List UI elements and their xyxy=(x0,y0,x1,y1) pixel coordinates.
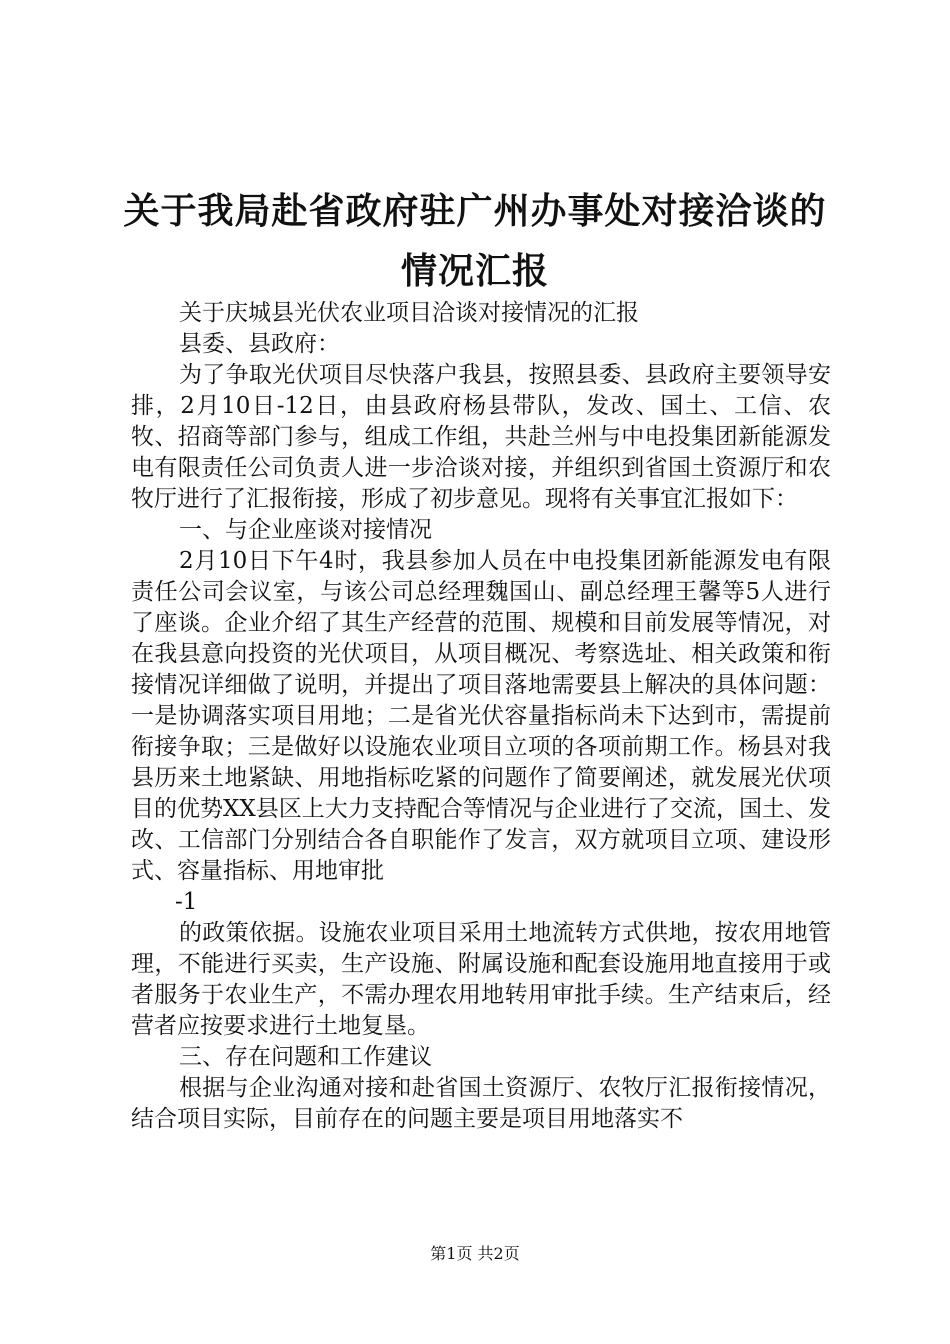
page-footer: 第1页 共2页 xyxy=(430,1244,520,1263)
paragraph-section-3: 根据与企业沟通对接和赴省国土资源厅、农牧厅汇报衔接情况，结合项目实际，目前存在的问题主要是项目用地落实不 xyxy=(131,1075,831,1132)
paragraph-subtitle: 关于庆城县光伏农业项目洽谈对接情况的汇报 xyxy=(179,300,639,326)
page-break-marker: -1 xyxy=(175,889,198,915)
document-title: 关于我局赴省政府驻广州办事处对接洽谈的情况汇报 xyxy=(123,191,827,292)
paragraph-salutation: 县委、县政府： xyxy=(179,331,340,357)
paragraph-section-1: 2月10日下午4时，我县参加人员在中电投集团新能源发电有限责任公司会议室，与该公司总经理魏国山、副总经理王馨等5人进行了座谈。企业介绍了其生产经营的范围、规模和目前发展等情况，对在我县意向投资的光伏项目，从项目概况、考察选址、相关政策和衔接情况详细做了说明，并提出了项目落地需要县上解决的具体问题：一是协调落实项目用地；二是省光伏容量指标尚未下达到市，需提前衔接争取；三是做好以设施农业项目立项的各项前期工作。杨县对我县历来土地紧缺、用地指标吃紧的问题作了简要阐述，就发展光伏项目的优势XX县区上大力支持配合等情况与企业进行了交流，国土、发改、工信部门分别结合各自职能作了发言，双方就项目立项、建设形式、容量指标、用地审批 xyxy=(131,548,831,884)
document-body xyxy=(131,298,831,1135)
section-heading-3: 三、存在问题和工作建议 xyxy=(179,1044,432,1070)
paragraph-policy: 的政策依据。设施农业项目采用土地流转方式供地，按农用地管理，不能进行买卖，生产设施、附属设施和配套设施用地直接用于或者服务于农业生产，不需办理农用地转用审批手续。生产结束后，经营者应按要求进行土地复垦。 xyxy=(131,920,831,1039)
section-heading-1: 一、与企业座谈对接情况 xyxy=(179,517,432,543)
paragraph-intro: 为了争取光伏项目尽快落户我县，按照县委、县政府主要领导安排，2月10日-12日，由县政府杨县带队，发改、国土、工信、农牧、招商等部门参与，组成工作组，共赴兰州与中电投集团新能源发电有限责任公司负责人进一步洽谈对接，并组织到省国土资源厅和农牧厅进行了汇报衔接，形成了初步意见。现将有关事宜汇报如下： xyxy=(131,362,831,512)
